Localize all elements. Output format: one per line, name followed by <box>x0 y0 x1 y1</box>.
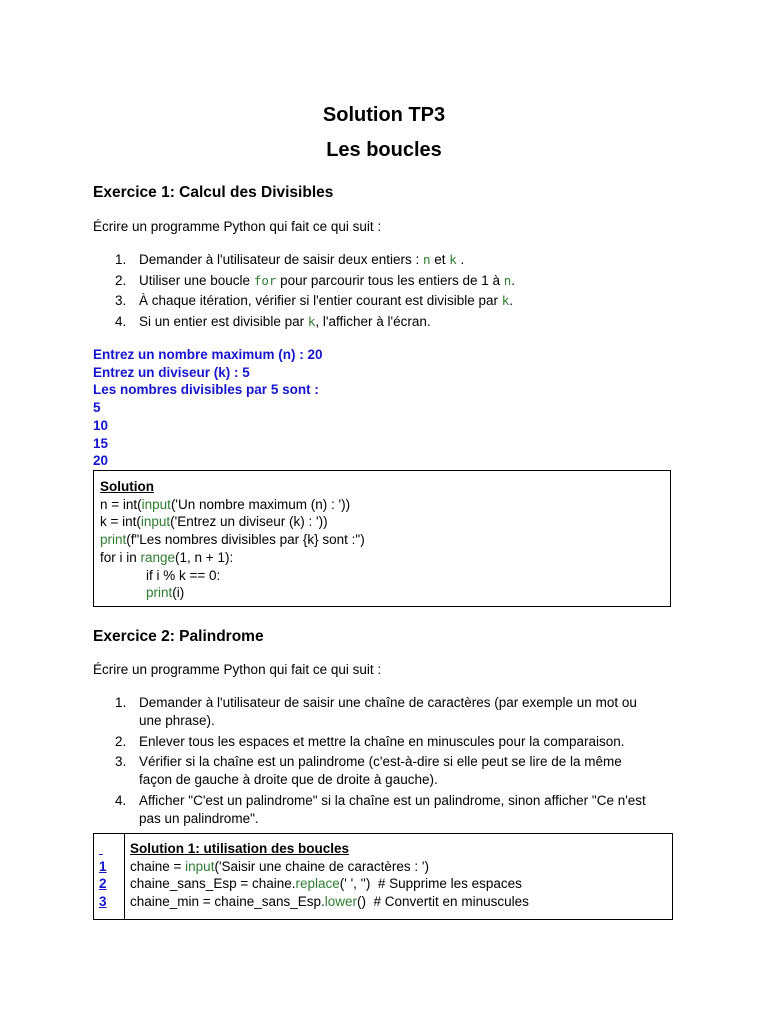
code-line: if i % k == 0: <box>146 567 221 583</box>
exercise-1-intro: Écrire un programme Python qui fait ce qui suit : <box>93 219 382 234</box>
output-line: Entrez un nombre maximum (n) : 20 <box>93 347 323 362</box>
list-item: 3. À chaque itération, vérifier si l'entier courant est divisible par k. <box>115 293 514 308</box>
line-number-link[interactable]: 3 <box>99 894 107 910</box>
solution-label: Solution <box>100 479 154 494</box>
code-line: k = int(input('Entrez un diviseur (k) : ')) <box>100 514 328 530</box>
program-output <box>93 346 323 470</box>
exercise-2-steps <box>115 694 675 830</box>
exercise-2-heading: Exercice 2: Palindrome <box>93 628 264 645</box>
code-line: print(i) <box>146 585 185 601</box>
list-item: 1. Demander à l'utilisateur de saisir une chaîne de caractères (par exemple un mot ou une phrase). <box>115 695 637 728</box>
code-line: n = int(input('Un nombre maximum (n) : ')) <box>100 496 351 512</box>
code-line: print(f"Les nombres divisibles par {k} sont :") <box>100 532 365 548</box>
solution-label: Solution 1: utilisation des boucles <box>130 841 350 856</box>
output-line: 15 <box>93 435 109 451</box>
solution-code-cell <box>125 834 673 920</box>
solution-2-table <box>93 833 673 920</box>
code-line: for i in range(1, n + 1): <box>100 549 234 565</box>
list-item: 4. Si un entier est divisible par k, l'afficher à l'écran. <box>115 313 431 329</box>
code-line: chaine_sans_Esp = chaine.replace(' ', '') # Supprime les espaces <box>130 876 522 892</box>
code-line: chaine = input('Saisir une chaine de caractères : ') <box>130 858 429 874</box>
output-line: Les nombres divisibles par 5 sont : <box>93 382 319 398</box>
output-line: Entrez un diviseur (k) : 5 <box>93 364 250 380</box>
list-item: 3. Vérifier si la chaîne est un palindrome (c'est-à-dire si elle peut se lire de la même façon de gauche à droite que de droite à gauche). <box>115 754 622 787</box>
line-number-link[interactable]: 2 <box>99 876 107 892</box>
output-line: 10 <box>93 417 109 433</box>
exercise-1-heading: Exercice 1: Calcul des Divisibles <box>93 184 334 201</box>
page-title: Solution TP3 <box>322 104 446 126</box>
output-line: 20 <box>93 453 109 469</box>
page-subtitle: Les boucles <box>326 139 442 161</box>
list-item: 1. Demander à l'utilisateur de saisir deux entiers : n et k . <box>115 252 465 267</box>
code-line: chaine_min = chaine_sans_Esp.lower() # Convertit en minuscules <box>130 894 529 910</box>
line-number-link[interactable]: 1 <box>99 858 107 874</box>
table-row <box>94 834 673 920</box>
line-numbers <box>94 834 125 920</box>
list-item: 2. Enlever tous les espaces et mettre la chaîne en minuscules pour la comparaison. <box>115 733 625 749</box>
output-line: 5 <box>93 400 101 416</box>
exercise-1-steps <box>115 251 675 333</box>
exercise-2-intro: Écrire un programme Python qui fait ce qui suit : <box>93 662 382 677</box>
list-item: 2. Utiliser une boucle for pour parcourir tous les entiers de 1 à n. <box>115 272 516 288</box>
list-item: 4. Afficher "C'est un palindrome" si la chaîne est un palindrome, sinon afficher "Ce n'est pas un palindrome". <box>115 792 646 826</box>
solution-1-box <box>93 470 671 607</box>
